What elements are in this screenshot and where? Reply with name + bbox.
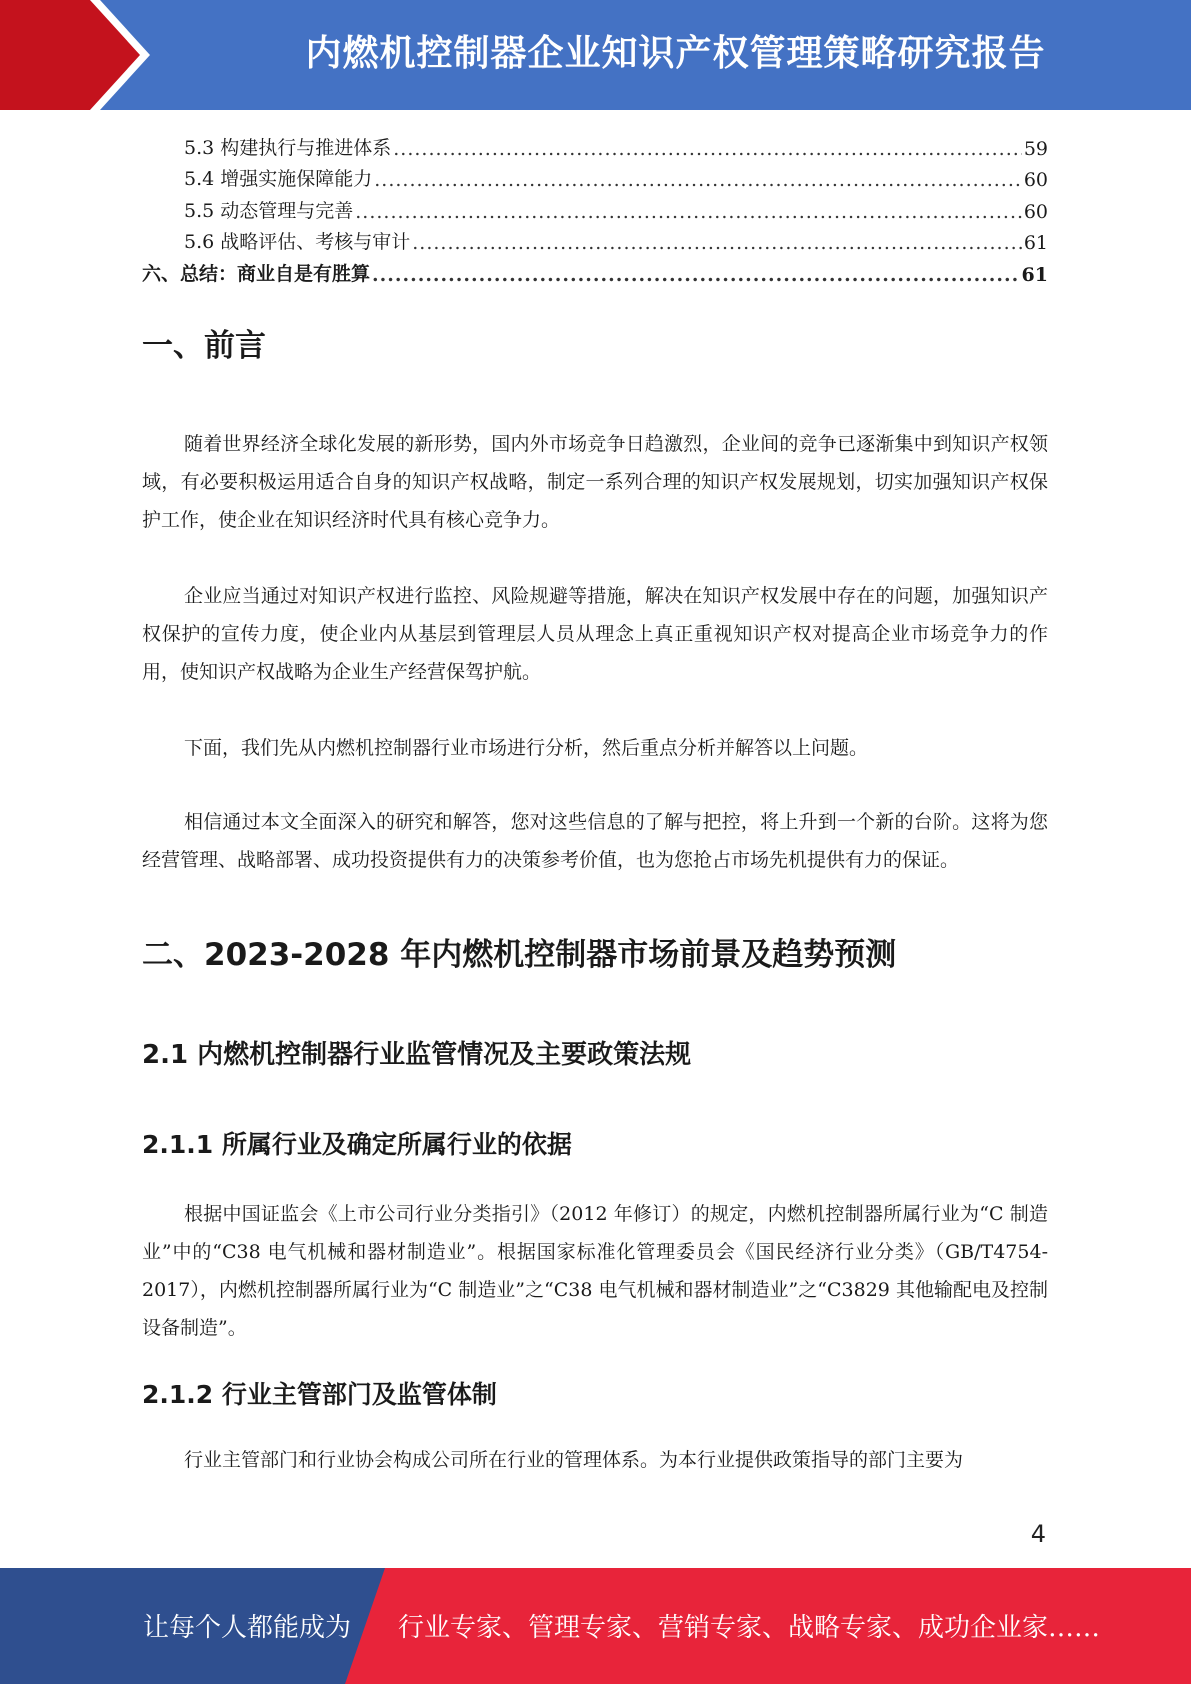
section-heading-market-outlook: 二、2023-2028 年内燃机控制器市场前景及趋势预测 [142,937,897,973]
subsection-heading: 2.1.1 所属行业及确定所属行业的依据 [142,1130,572,1159]
paragraph: 随着世界经济全球化发展的新形势，国内外市场竞争日趋激烈，企业间的竞争已逐渐集中到知识产权领域，有必要积极运用适合自身的知识产权战略，制定一系列合理的知识产权发展规划，切实加强知识产权保护工作，使企业在知识经济时代具有核心竞争力。 [142,433,1048,531]
toc-leader-dots [393,138,1022,160]
toc-entry-page: 61 [1023,232,1048,254]
toc-entry[interactable] [142,191,1048,223]
page-footer [0,1568,1191,1684]
toc-entry-title: 5.5 动态管理与完善 [184,199,354,222]
toc-entry-page: 60 [1023,169,1048,191]
toc-entry[interactable] [142,128,1048,160]
paragraph: 根据中国证监会《上市公司行业分类指引》（2012 年修订）的规定，内燃机控制器所属行业为“C 制造业”中的“C38 电气机械和器材制造业”。根据国家标准化管理委员会《国民经济行业分类》（GB/T4754-2017），内燃机控制器所属行业为“C 制造业”之“C38 电气机械和器材制造业”之“C3829 其他输配电及控制设备制造”。 [142,1203,1048,1339]
toc-entry-page: 60 [1023,200,1048,223]
toc-entry-title: 5.4 增强实施保障能力 [184,168,373,190]
paragraph: 相信通过本文全面深入的研究和解答，您对这些信息的了解与把控，将上升到一个新的台阶。这将为您经营管理、战略部署、成功投资提供有力的决策参考价值，也为您抢占市场先机提供有力的保证。 [142,811,1048,871]
toc-entry-title: 5.6 战略评估、考核与审计 [184,231,411,253]
toc-entry[interactable] [142,160,1048,192]
toc-leader-dots [355,201,1022,223]
toc-leader-dots [374,169,1022,191]
toc-entry-page: 61 [1021,263,1048,286]
page-number: 4 [1030,1520,1046,1548]
paragraph: 行业主管部门和行业协会构成公司所在行业的管理体系。为本行业提供政策指导的部门主要为 [184,1449,964,1471]
header-red-arrow [0,0,160,110]
table-of-contents [142,128,1048,286]
toc-entry-title: 5.3 构建执行与推进体系 [184,136,392,159]
header-title: 内燃机控制器企业知识产权管理策略研究报告 [305,33,1046,74]
toc-entry[interactable] [142,254,1048,286]
toc-entry-title: 六、总结：商业自是有胜算 [142,262,371,285]
paragraph: 下面，我们先从内燃机控制器行业市场进行分析，然后重点分析并解答以上问题。 [184,737,869,759]
toc-entry-page: 59 [1023,137,1048,160]
toc-entry[interactable] [142,223,1048,255]
paragraph: 企业应当通过对知识产权进行监控、风险规避等措施，解决在知识产权发展中存在的问题，加强知识产权保护的宣传力度，使企业内从基层到管理层人员从理念上真正重视知识产权对提高企业市场竞争力的作用，使知识产权战略为企业生产经营保驾护航。 [142,585,1048,683]
subsection-heading: 2.1 内燃机控制器行业监管情况及主要政策法规 [142,1040,692,1070]
toc-leader-dots [412,232,1022,254]
toc-leader-dots [372,264,1020,286]
section-heading-preface: 一、前言 [142,328,266,364]
document-body [142,320,1048,1479]
footer-slogan-left: 让每个人都能成为 [143,1613,352,1643]
subsection-heading: 2.1.2 行业主管部门及监管体制 [142,1380,497,1409]
footer-slogan-right: 行业专家、管理专家、营销专家、战略专家、成功企业家…… [398,1613,1101,1643]
page-header [0,0,1191,110]
